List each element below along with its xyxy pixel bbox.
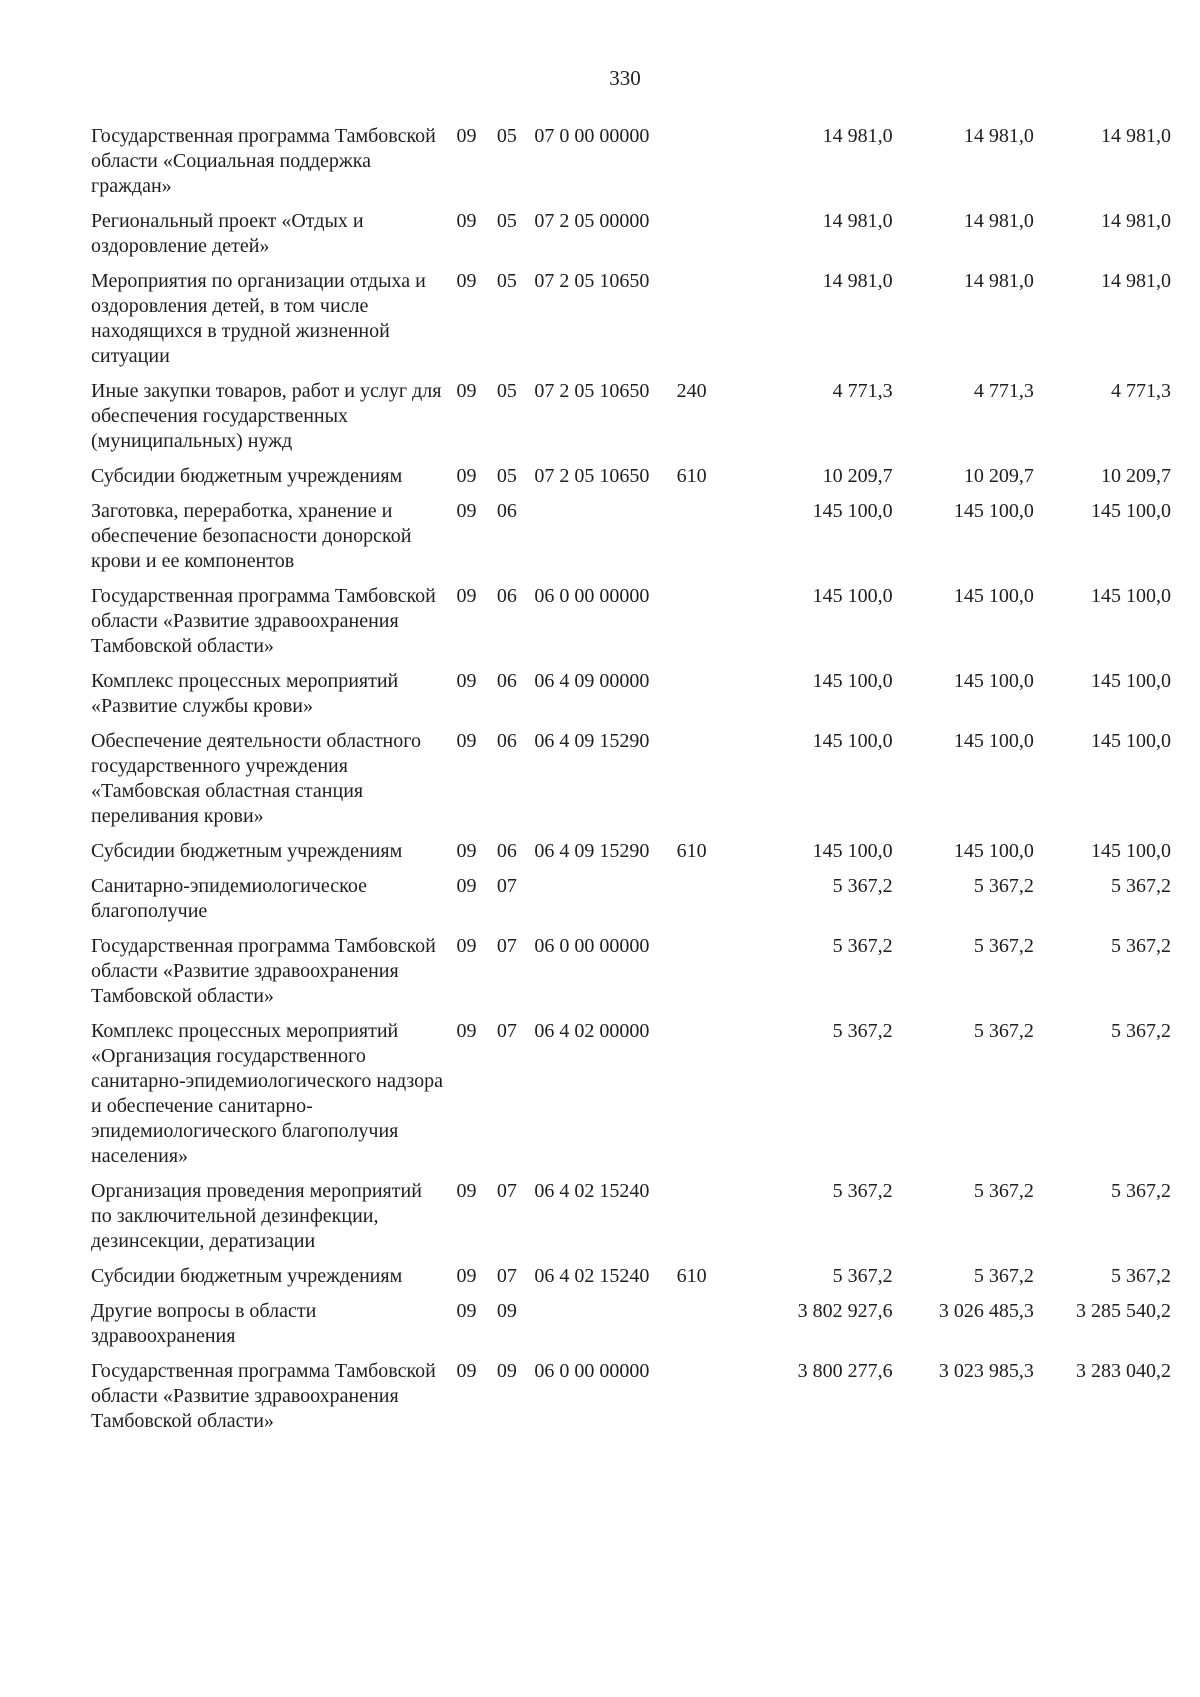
row-section-code: 09 [456,125,477,147]
budget-table-body [91,122,1171,1442]
row-amount-year-2: 14 981,0 [963,125,1034,147]
row-subsection-code: 06 [496,670,517,692]
table-row [91,1297,1171,1357]
row-amount-year-3: 14 981,0 [1101,210,1171,232]
row-amount-year-3: 145 100,0 [1091,840,1171,862]
row-subsection-code: 05 [496,210,517,232]
row-target-article-code: 07 2 05 10650 [534,270,650,292]
row-name: Организация проведения мероприятий по заключительной дезинфекции, дезинсекции, дератизации [91,1180,422,1252]
row-name: Государственная программа Тамбовской области «Развитие здравоохранения Тамбовской области» [91,935,436,1007]
row-section-code: 09 [456,1020,477,1042]
row-section-code: 09 [456,1180,477,1202]
row-target-article-code [534,872,676,932]
row-name: Мероприятия по организации отдыха и оздоровления детей, в том числе находящихся в трудной жизненной ситуации [91,270,426,367]
table-row [91,1262,1171,1297]
row-section-code: 09 [456,380,477,402]
row-name: Государственная программа Тамбовской области «Развитие здравоохранения Тамбовской области» [91,1360,436,1432]
row-section-code: 09 [456,875,477,897]
row-target-article-code: 06 4 09 15290 [534,730,650,752]
row-amount-year-1: 145 100,0 [812,670,893,692]
row-amount-year-2: 10 209,7 [963,465,1034,487]
table-row [91,932,1171,1017]
row-section-code: 09 [456,935,477,957]
row-section-code: 09 [456,500,477,522]
row-expense-type-code [677,497,729,582]
row-subsection-code: 07 [496,935,517,957]
row-expense-type-code [677,122,729,207]
row-subsection-code: 06 [496,500,517,522]
row-amount-year-3: 145 100,0 [1091,500,1171,522]
row-amount-year-1: 3 802 927,6 [797,1300,893,1322]
row-amount-year-3: 5 367,2 [1111,1180,1171,1202]
row-expense-type-code [677,667,729,727]
row-name: Субсидии бюджетным учреждениям [91,840,403,862]
table-row [91,377,1171,462]
row-amount-year-3: 5 367,2 [1111,1265,1171,1287]
row-amount-year-2: 3 023 985,3 [938,1360,1034,1382]
row-subsection-code: 07 [496,1020,517,1042]
table-row [91,267,1171,377]
row-name: Обеспечение деятельности областного государственного учреждения «Тамбовская областная станция переливания крови» [91,730,421,827]
row-section-code: 09 [456,270,477,292]
row-subsection-code: 09 [496,1360,517,1382]
table-row [91,872,1171,932]
row-section-code: 09 [456,210,477,232]
row-subsection-code: 09 [496,1300,517,1322]
row-name: Комплекс процессных мероприятий «Развитие службы крови» [91,670,399,717]
table-row [91,1177,1171,1262]
row-expense-type-code [677,1297,729,1357]
row-amount-year-1: 5 367,2 [832,1265,893,1287]
row-amount-year-2: 145 100,0 [953,730,1034,752]
row-amount-year-1: 14 981,0 [822,125,893,147]
row-target-article-code: 06 0 00 00000 [534,585,650,607]
row-target-article-code: 06 0 00 00000 [534,935,650,957]
row-expense-type-code: 610 [676,840,707,862]
row-amount-year-2: 5 367,2 [973,1265,1034,1287]
row-target-article-code: 07 2 05 10650 [534,380,650,402]
row-amount-year-1: 5 367,2 [832,935,893,957]
row-amount-year-3: 3 283 040,2 [1076,1360,1171,1382]
row-expense-type-code [677,872,729,932]
row-expense-type-code [677,932,729,1017]
row-expense-type-code [677,1017,729,1177]
page-number: 330 [609,66,641,90]
row-subsection-code: 06 [496,730,517,752]
row-target-article-code: 06 4 02 15240 [534,1180,650,1202]
row-amount-year-2: 4 771,3 [973,380,1034,402]
row-target-article-code [534,497,676,582]
budget-table [91,122,1171,1442]
row-amount-year-1: 145 100,0 [812,585,893,607]
row-subsection-code: 07 [496,1180,517,1202]
row-expense-type-code: 610 [676,1265,707,1287]
row-section-code: 09 [456,1360,477,1382]
row-subsection-code: 05 [496,125,517,147]
row-amount-year-3: 10 209,7 [1101,465,1171,487]
row-amount-year-1: 5 367,2 [832,1180,893,1202]
row-name: Санитарно-эпидемиологическое благополучие [91,875,368,922]
row-amount-year-2: 145 100,0 [953,500,1034,522]
row-expense-type-code [677,582,729,667]
row-expense-type-code [677,267,729,377]
row-subsection-code: 06 [496,840,517,862]
table-row [91,462,1171,497]
row-amount-year-1: 3 800 277,6 [797,1360,893,1382]
row-section-code: 09 [456,840,477,862]
row-section-code: 09 [456,1300,477,1322]
row-name: Региональный проект «Отдых и оздоровление детей» [91,210,364,257]
row-amount-year-2: 145 100,0 [953,840,1034,862]
row-amount-year-1: 5 367,2 [832,875,893,897]
row-amount-year-1: 145 100,0 [812,730,893,752]
row-expense-type-code [677,1357,729,1442]
row-amount-year-1: 14 981,0 [822,210,893,232]
row-amount-year-3: 145 100,0 [1091,730,1171,752]
row-amount-year-2: 5 367,2 [973,1020,1034,1042]
row-amount-year-2: 145 100,0 [953,670,1034,692]
row-target-article-code: 06 4 02 00000 [534,1020,650,1042]
row-amount-year-3: 14 981,0 [1101,125,1171,147]
row-target-article-code: 07 2 05 10650 [534,465,650,487]
row-amount-year-2: 5 367,2 [973,935,1034,957]
row-section-code: 09 [456,670,477,692]
row-section-code: 09 [456,730,477,752]
row-target-article-code: 07 2 05 00000 [534,210,650,232]
table-row [91,837,1171,872]
row-subsection-code: 05 [496,270,517,292]
row-subsection-code: 06 [496,585,517,607]
row-expense-type-code [677,1177,729,1262]
row-amount-year-2: 14 981,0 [963,210,1034,232]
table-row [91,122,1171,207]
row-target-article-code: 06 0 00 00000 [534,1360,650,1382]
row-amount-year-3: 3 285 540,2 [1076,1300,1171,1322]
row-target-article-code: 06 4 09 00000 [534,670,650,692]
row-section-code: 09 [456,585,477,607]
row-target-article-code: 06 4 09 15290 [534,840,650,862]
table-row [91,1357,1171,1442]
row-target-article-code [534,1297,676,1357]
table-row [91,1017,1171,1177]
row-amount-year-2: 3 026 485,3 [938,1300,1034,1322]
row-amount-year-1: 10 209,7 [822,465,893,487]
row-name: Субсидии бюджетным учреждениям [91,1265,403,1287]
table-row [91,667,1171,727]
row-amount-year-1: 4 771,3 [832,380,893,402]
table-row [91,497,1171,582]
row-name: Другие вопросы в области здравоохранения [91,1300,317,1347]
row-name: Заготовка, переработка, хранение и обеспечение безопасности донорской крови и ее компонентов [91,500,412,572]
row-amount-year-3: 5 367,2 [1111,875,1171,897]
row-section-code: 09 [456,465,477,487]
table-row [91,207,1171,267]
row-subsection-code: 05 [496,380,517,402]
row-amount-year-1: 145 100,0 [812,500,893,522]
table-row [91,582,1171,667]
row-target-article-code: 06 4 02 15240 [534,1265,650,1287]
row-expense-type-code [677,727,729,837]
row-amount-year-2: 145 100,0 [953,585,1034,607]
row-amount-year-1: 5 367,2 [832,1020,893,1042]
row-name: Комплекс процессных мероприятий «Организация государственного санитарно-эпидемиологического надзора и обеспечение санитарно-эпидемиологического благополучия населения» [91,1020,444,1167]
row-amount-year-2: 5 367,2 [973,875,1034,897]
row-amount-year-1: 14 981,0 [822,270,893,292]
row-amount-year-2: 5 367,2 [973,1180,1034,1202]
row-amount-year-3: 145 100,0 [1091,585,1171,607]
row-subsection-code: 05 [496,465,517,487]
row-expense-type-code: 240 [676,380,707,402]
row-amount-year-3: 5 367,2 [1111,935,1171,957]
row-subsection-code: 07 [496,1265,517,1287]
row-amount-year-3: 145 100,0 [1091,670,1171,692]
row-name: Иные закупки товаров, работ и услуг для обеспечения государственных (муниципальных) нужд [91,380,442,452]
row-expense-type-code: 610 [676,465,707,487]
row-target-article-code: 07 0 00 00000 [534,125,650,147]
row-name: Субсидии бюджетным учреждениям [91,465,403,487]
row-name: Государственная программа Тамбовской области «Социальная поддержка граждан» [91,125,436,197]
row-section-code: 09 [456,1265,477,1287]
row-name: Государственная программа Тамбовской области «Развитие здравоохранения Тамбовской области» [91,585,436,657]
row-amount-year-2: 14 981,0 [963,270,1034,292]
row-amount-year-3: 14 981,0 [1101,270,1171,292]
row-expense-type-code [677,207,729,267]
table-row [91,727,1171,837]
row-subsection-code: 07 [496,875,517,897]
row-amount-year-3: 5 367,2 [1111,1020,1171,1042]
row-amount-year-3: 4 771,3 [1111,380,1171,402]
row-amount-year-1: 145 100,0 [812,840,893,862]
